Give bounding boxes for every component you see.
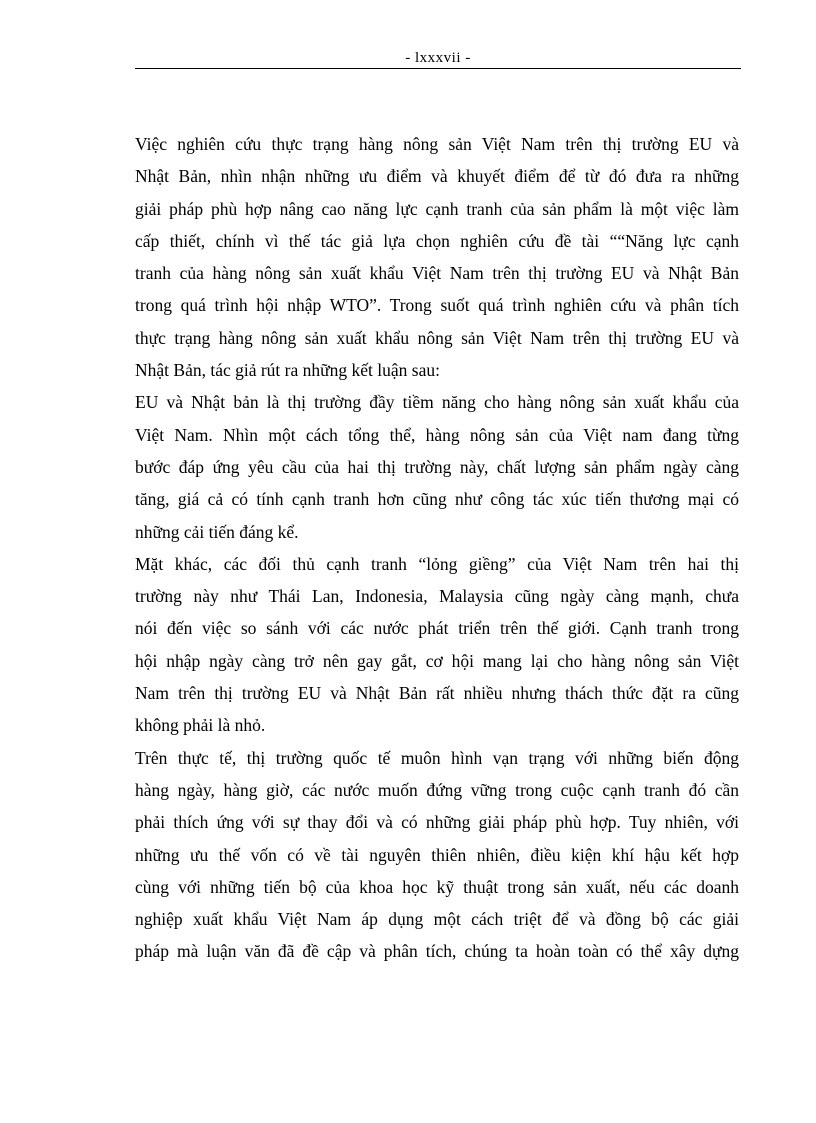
paragraph: trong quá trình hội nhập WTO”. Trong suốt quá trình nghiên cứu và phân tích [135,295,739,316]
paragraph: Trên thực tế, thị trường quốc tế muôn hình vạn trạng với những biến động [135,747,739,768]
paragraph: trường này như Thái Lan, Indonesia, Malaysia cũng ngày càng mạnh, chưa [135,586,739,607]
page-header [135,48,741,69]
paragraph: giải pháp phù hợp nâng cao năng lực cạnh tranh của sản phẩm là một việc làm [135,198,739,219]
paragraph: cùng với những tiến bộ của khoa học kỹ thuật trong sản xuất, nếu các doanh [135,876,739,897]
paragraph: EU và Nhật bản là thị trường đầy tiềm năng cho hàng nông sản xuất khẩu của [135,392,739,413]
paragraph: những cải tiến đáng kể. [135,521,299,542]
paragraph: Việc nghiên cứu thực trạng hàng nông sản Việt Nam trên thị trường EU và [135,134,739,154]
paragraph: nghiệp xuất khẩu Việt Nam áp dụng một cách triệt để và đồng bộ các giải [135,909,739,930]
paragraph: tăng, giá cả có tính cạnh tranh hơn cũng như công tác xúc tiến thương mại có [135,489,739,510]
page-number: - lxxxvii - [405,50,471,66]
paragraph: Nam trên thị trường EU và Nhật Bản rất nhiều nhưng thách thức đặt ra cũng [135,683,739,704]
paragraph: Nhật Bản, tác giả rút ra những kết luận sau: [135,360,440,381]
paragraph: cấp thiết, chính vì thế tác giả lựa chọn nghiên cứu đề tài ““Năng lực cạnh [135,230,739,251]
paragraph: bước đáp ứng yêu cầu của hai thị trường này, chất lượng sản phẩm ngày càng [135,456,739,477]
paragraph: thực trạng hàng nông sản xuất khẩu nông sản Việt Nam trên thị trường EU và [135,327,739,348]
paragraph: không phải là nhỏ. [135,715,266,736]
paragraph: những ưu thế vốn có về tài nguyên thiên nhiên, điều kiện khí hậu kết hợp [135,844,739,865]
paragraph: pháp mà luận văn đã đề cập và phân tích, chúng ta hoàn toàn có thể xây dựng [135,941,739,962]
paragraph: phải thích ứng với sự thay đổi và có những giải pháp phù hợp. Tuy nhiên, với [135,812,739,833]
paragraph: Mặt khác, các đối thủ cạnh tranh “lỏng giềng” của Việt Nam trên hai thị [135,553,739,574]
paragraph: nói đến việc so sánh với các nước phát triển trên thế giới. Cạnh tranh trong [135,618,739,639]
paragraph: Việt Nam. Nhìn một cách tổng thể, hàng nông sản của Việt nam đang từng [135,424,739,445]
paragraph: tranh của hàng nông sản xuất khẩu Việt Nam trên thị trường EU và Nhật Bản [135,263,739,284]
paragraph: hàng ngày, hàng giờ, các nước muốn đứng vững trong cuộc cạnh tranh đó cần [135,779,739,800]
paragraph: hội nhập ngày càng trở nên gay gắt, cơ hội mang lại cho hàng nông sản Việt [135,650,739,671]
body-text [135,128,739,968]
paragraph: Nhật Bản, nhìn nhận những ưu điểm và khuyết điểm để từ đó đưa ra những [135,166,739,187]
